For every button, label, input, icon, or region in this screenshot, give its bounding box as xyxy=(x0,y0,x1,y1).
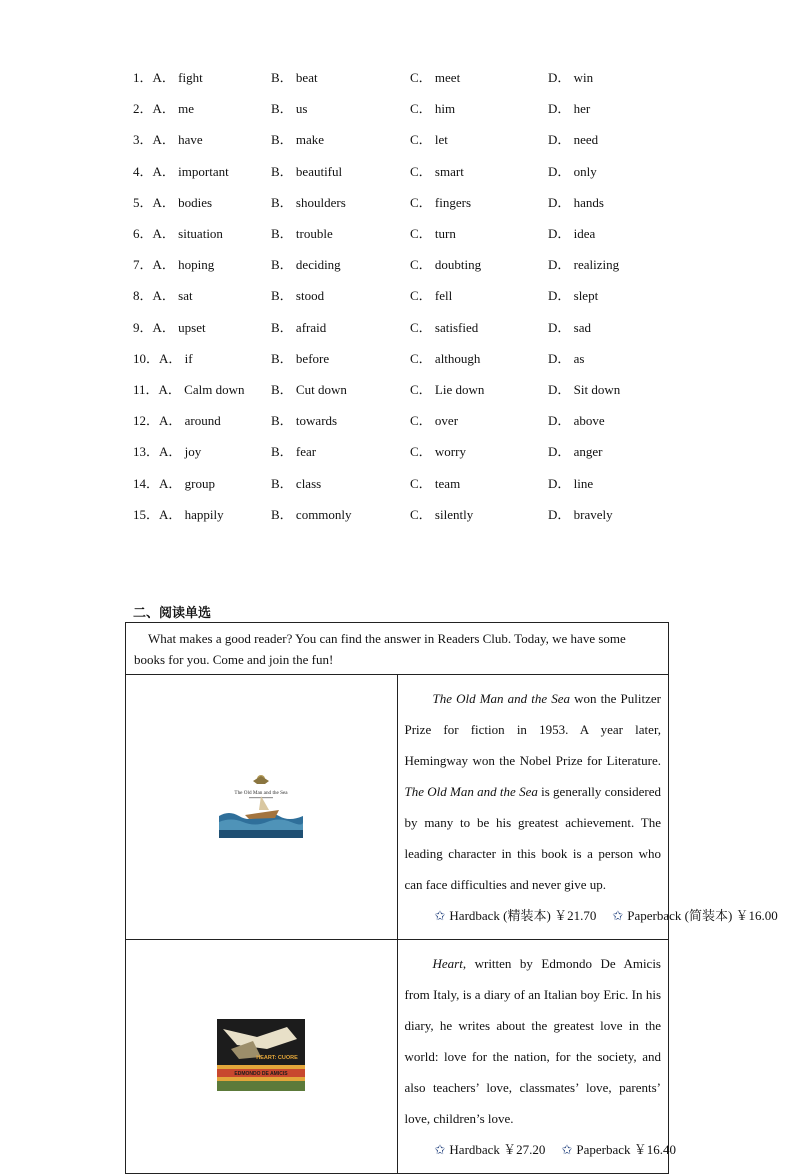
option-d: D． sad xyxy=(548,319,591,335)
question-number: 6． xyxy=(133,226,153,242)
heart-cuore-cover-image xyxy=(217,1019,305,1091)
option-cell xyxy=(271,317,410,336)
option-cell xyxy=(410,67,548,86)
option-a: A． important xyxy=(152,163,229,179)
option-b: B． stood xyxy=(271,288,325,304)
option-b: B． Cut down xyxy=(271,381,347,397)
question-number: 11． xyxy=(133,381,159,397)
option-cell xyxy=(133,98,271,117)
question-number: 5． xyxy=(133,194,153,210)
option-d: D． line xyxy=(548,475,594,491)
option-c: C． let xyxy=(410,132,448,148)
option-c: C． Lie down xyxy=(410,381,485,397)
question-row xyxy=(133,466,693,497)
question-number: 12． xyxy=(133,413,160,429)
option-b: B． deciding xyxy=(271,257,341,273)
option-cell xyxy=(271,254,410,273)
question-number: 7． xyxy=(133,257,153,273)
option-d: D． idea xyxy=(548,226,596,242)
option-cell xyxy=(271,379,410,398)
book-description-cell xyxy=(397,940,676,1174)
question-row xyxy=(133,186,693,217)
cover-author: EDMONDO DE AMICIS xyxy=(234,1070,288,1077)
option-a: A． have xyxy=(152,132,203,148)
option-cell xyxy=(548,67,668,86)
option-a: A． group xyxy=(159,475,215,491)
option-d: D． win xyxy=(548,70,594,86)
option-cell xyxy=(410,223,548,242)
question-number: 9． xyxy=(133,319,153,335)
option-cell xyxy=(548,441,668,460)
option-cell xyxy=(133,129,271,148)
option-cell xyxy=(410,129,548,148)
option-a: A． fight xyxy=(152,70,203,86)
option-c: C． fingers xyxy=(410,194,472,210)
option-b: B． fear xyxy=(271,444,317,460)
question-row xyxy=(133,279,693,310)
option-cell xyxy=(548,223,668,242)
option-cell xyxy=(133,285,271,304)
option-c: C． fell xyxy=(410,288,453,304)
option-cell xyxy=(133,504,271,523)
question-row xyxy=(133,435,693,466)
option-b: B． trouble xyxy=(271,226,333,242)
option-cell xyxy=(410,254,548,273)
option-a: A． sat xyxy=(152,288,193,304)
reading-table xyxy=(125,622,778,1174)
option-cell xyxy=(410,441,548,460)
option-a: A． around xyxy=(159,413,221,429)
option-c: C． silently xyxy=(410,506,474,522)
book-cover-cell xyxy=(126,940,398,1174)
question-number: 14． xyxy=(133,475,160,491)
option-d: D． hands xyxy=(548,194,604,210)
option-b: B． beautiful xyxy=(271,163,343,179)
option-cell xyxy=(548,379,668,398)
option-cell xyxy=(271,192,410,211)
option-cell xyxy=(133,223,271,242)
option-d: D． anger xyxy=(548,444,603,460)
option-c: C． although xyxy=(410,350,481,366)
question-row xyxy=(133,217,693,248)
question-number: 13． xyxy=(133,444,160,460)
option-cell xyxy=(548,473,668,492)
option-a: A． me xyxy=(152,101,195,117)
option-d: D． Sit down xyxy=(548,381,621,397)
option-c: C． over xyxy=(410,413,459,429)
option-d: D． need xyxy=(548,132,599,148)
question-row xyxy=(133,155,693,186)
option-cell xyxy=(410,317,548,336)
question-row xyxy=(133,373,693,404)
option-cell xyxy=(271,441,410,460)
option-a: A． bodies xyxy=(152,194,213,210)
question-number: 3． xyxy=(133,132,153,148)
option-cell xyxy=(410,285,548,304)
option-d: D． as xyxy=(548,350,585,366)
option-cell xyxy=(271,67,410,86)
option-b: B． make xyxy=(271,132,325,148)
option-b: B． towards xyxy=(271,413,338,429)
option-a: A． upset xyxy=(152,319,206,335)
option-cell xyxy=(133,317,271,336)
option-d: D． only xyxy=(548,163,597,179)
question-row xyxy=(133,342,693,373)
option-b: B． shoulders xyxy=(271,194,346,210)
question-row xyxy=(133,123,693,154)
option-cell xyxy=(271,161,410,180)
section-heading: 二、阅读单选 xyxy=(133,606,212,621)
option-cell xyxy=(133,348,271,367)
question-row xyxy=(133,404,693,435)
option-d: D． above xyxy=(548,413,605,429)
option-a: A． happily xyxy=(159,506,224,522)
book1-prices xyxy=(405,900,778,931)
option-cell xyxy=(548,285,668,304)
option-cell xyxy=(548,98,668,117)
option-b: B． us xyxy=(271,101,308,117)
book-row-heart xyxy=(126,940,669,1174)
option-a: A． if xyxy=(159,350,193,366)
option-cell xyxy=(271,504,410,523)
book2-title: Heart xyxy=(432,956,463,971)
book1-price-hardback: Hardback (精装本) ￥21.70 xyxy=(449,908,597,923)
option-cell xyxy=(133,379,271,398)
book2-price-paperback: Paperback ￥16.40 xyxy=(576,1142,676,1157)
option-cell xyxy=(133,254,271,273)
option-cell xyxy=(271,410,410,429)
option-b: B． before xyxy=(271,350,330,366)
book1-description: The Old Man and the Sea won the Pulitzer Prize for fiction in 1953. A year later, Hemingway won the Nobel Prize for Literature. The Old Man and the Sea is generally considered by many to be his greatest achievement. The leading character in this book is a person who can face difficulties and never give up. xyxy=(404,691,662,892)
option-cell xyxy=(133,192,271,211)
option-a: A． situation xyxy=(152,226,223,242)
option-c: C． meet xyxy=(410,70,461,86)
option-c: C． turn xyxy=(410,226,456,242)
question-number: 2． xyxy=(133,101,153,117)
option-a: A． joy xyxy=(159,444,202,460)
star-icon: ✩ xyxy=(434,908,446,923)
option-cell xyxy=(410,473,548,492)
option-cell xyxy=(548,410,668,429)
intro-text: What makes a good reader? You can find the answer in Readers Club. Today, we have some books for you. Come and join the fun! xyxy=(134,630,626,667)
option-cell xyxy=(133,161,271,180)
option-cell xyxy=(548,129,668,148)
book2-prices xyxy=(405,1134,676,1165)
option-b: B． commonly xyxy=(271,506,352,522)
option-cell xyxy=(410,98,548,117)
book-row-old-man xyxy=(126,675,669,940)
option-a: A． Calm down xyxy=(158,381,245,397)
option-d: D． slept xyxy=(548,288,599,304)
option-cell xyxy=(548,317,668,336)
option-cell xyxy=(133,473,271,492)
old-man-sea-cover-image xyxy=(219,772,303,838)
option-cell xyxy=(133,67,271,86)
option-cell xyxy=(410,348,548,367)
option-cell xyxy=(410,161,548,180)
option-cell xyxy=(410,379,548,398)
option-b: B． beat xyxy=(271,70,318,86)
question-row xyxy=(133,311,693,342)
option-c: C． team xyxy=(410,475,461,491)
question-number: 10． xyxy=(133,350,160,366)
question-row xyxy=(133,92,693,123)
question-row xyxy=(133,498,693,529)
question-row xyxy=(133,248,693,279)
book1-price-paperback: Paperback (简装本) ￥16.00 xyxy=(627,908,778,923)
question-number: 8． xyxy=(133,288,153,304)
book1-title-repeat: The Old Man and the Sea xyxy=(404,784,538,799)
option-c: C． worry xyxy=(410,444,466,460)
book2-price-hardback: Hardback ￥27.20 xyxy=(449,1142,546,1157)
cover-title: The Old Man and the Sea xyxy=(234,790,288,796)
option-cell xyxy=(133,441,271,460)
option-cell xyxy=(548,504,668,523)
option-cell xyxy=(410,192,548,211)
option-cell xyxy=(271,98,410,117)
cover-title: HEART: CUORE xyxy=(256,1054,299,1061)
option-cell xyxy=(410,504,548,523)
star-icon: ✩ xyxy=(434,1142,446,1157)
option-b: B． class xyxy=(271,475,322,491)
option-b: B． afraid xyxy=(271,319,327,335)
option-d: D． her xyxy=(548,101,591,117)
option-a: A． hoping xyxy=(152,257,215,273)
option-d: D． bravely xyxy=(548,506,613,522)
book-cover-cell xyxy=(126,675,398,940)
option-cell xyxy=(548,254,668,273)
option-c: C． doubting xyxy=(410,257,482,273)
option-c: C． satisfied xyxy=(410,319,479,335)
question-number: 1． xyxy=(133,70,153,86)
option-cell xyxy=(271,223,410,242)
question-row xyxy=(133,61,693,92)
option-d: D． realizing xyxy=(548,257,620,273)
option-cell xyxy=(548,192,668,211)
star-icon: ✩ xyxy=(612,908,624,923)
book-description-cell xyxy=(397,675,778,940)
option-cell xyxy=(271,285,410,304)
star-icon: ✩ xyxy=(561,1142,573,1157)
book1-title: The Old Man and the Sea xyxy=(432,691,570,706)
option-cell xyxy=(548,161,668,180)
option-cell xyxy=(271,129,410,148)
option-cell xyxy=(548,348,668,367)
option-c: C． smart xyxy=(410,163,464,179)
intro-cell xyxy=(126,623,669,675)
options-list xyxy=(133,61,693,529)
option-cell xyxy=(271,473,410,492)
question-number: 15． xyxy=(133,506,160,522)
option-cell xyxy=(410,410,548,429)
option-c: C． him xyxy=(410,101,456,117)
question-number: 4． xyxy=(133,163,153,179)
option-cell xyxy=(271,348,410,367)
option-cell xyxy=(133,410,271,429)
book2-description: Heart, written by Edmondo De Amicis from Italy, is a diary of an Italian boy Eric. In his diary, he writes about the greatest love in the world: love for the nation, for the society, and also teachers’ love, classmates’ love, parents’ love, children’s love. xyxy=(404,956,661,1126)
